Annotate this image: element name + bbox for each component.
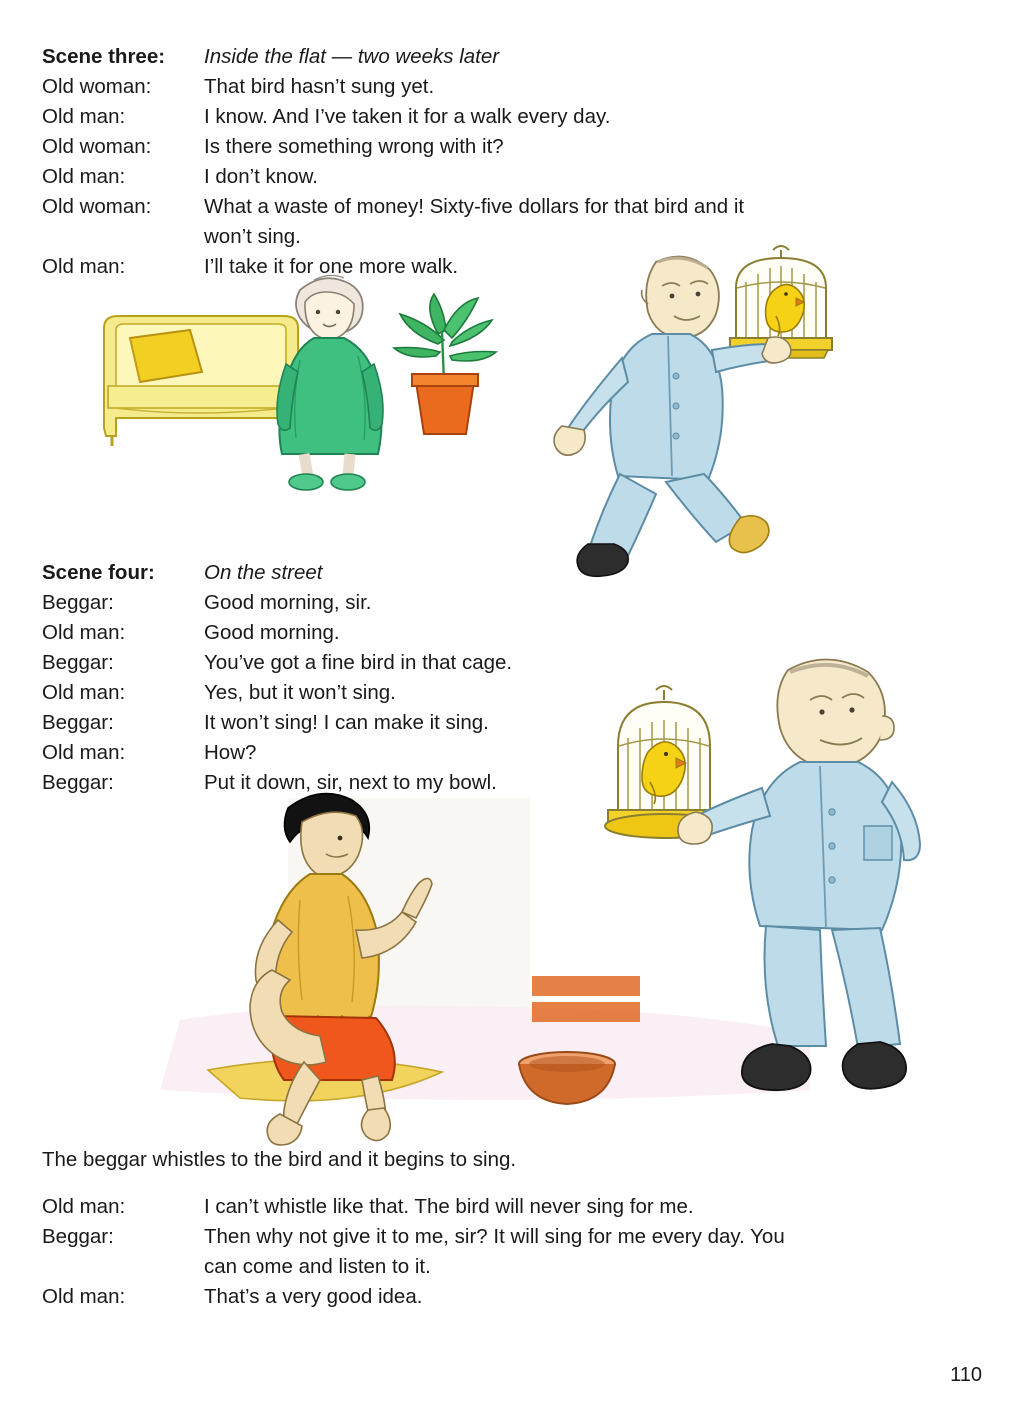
speaker-label: Beggar:	[42, 591, 114, 614]
dialogue-text: Yes, but it won’t sing.	[204, 681, 396, 704]
illustration-old-woman-sofa-plant	[86, 268, 536, 508]
dialogue-text: That’s a very good idea.	[204, 1285, 423, 1308]
dialogue-text: Is there something wrong with it?	[204, 135, 504, 158]
dialogue-text: Put it down, sir, next to my bowl.	[204, 771, 497, 794]
dialogue-line	[42, 132, 982, 162]
speaker-label: Old man:	[42, 105, 126, 128]
speaker-label: Beggar:	[42, 771, 114, 794]
dialogue-text: What a waste of money! Sixty-five dollars for that bird and it	[204, 195, 745, 218]
dialogue-line	[42, 558, 982, 588]
dialogue-text: Inside the flat — two weeks later	[204, 45, 500, 68]
illustration-beggar-sitting-pointing	[180, 780, 520, 1150]
dialogue-text: On the street	[204, 561, 323, 584]
speaker-label: Old man:	[42, 1285, 126, 1308]
speaker-label: Scene three:	[42, 45, 166, 68]
dialogue-line	[42, 42, 982, 72]
dialogue-text: I’ll take it for one more walk.	[204, 255, 459, 278]
dialogue-text: Good morning, sir.	[204, 591, 372, 614]
closing-dialogue	[42, 1192, 982, 1312]
speaker-label: Old man:	[42, 621, 126, 644]
illustration-old-man-lowering-birdcage	[600, 630, 970, 1120]
dialogue-line	[42, 588, 982, 618]
speaker-label: Old man:	[42, 165, 126, 188]
dialogue-line	[42, 1222, 982, 1252]
dialogue-text: I can’t whistle like that. The bird will never sing for me.	[204, 1195, 694, 1218]
speaker-label: Old man:	[42, 681, 126, 704]
dialogue-text: Then why not give it to me, sir? It will sing for me every day. You	[204, 1225, 785, 1248]
speaker-label: Beggar:	[42, 1225, 114, 1248]
dialogue-line	[42, 72, 982, 102]
speaker-label: Old woman:	[42, 135, 152, 158]
dialogue-text: I know. And I’ve taken it for a walk every day.	[204, 105, 611, 128]
illustration-old-man-carrying-birdcage	[540, 230, 870, 590]
dialogue-line	[42, 1282, 982, 1312]
speaker-label: Old man:	[42, 1195, 126, 1218]
page-number: 110	[950, 1364, 982, 1386]
dialogue-text: You’ve got a fine bird in that cage.	[204, 651, 513, 674]
dialogue-text-continued: can come and listen to it.	[204, 1255, 431, 1278]
dialogue-line	[42, 192, 982, 222]
dialogue-text: It won’t sing! I can make it sing.	[204, 711, 489, 734]
stage-direction: The beggar whistles to the bird and it begins to sing.	[42, 1148, 517, 1171]
speaker-label: Old man:	[42, 255, 126, 278]
dialogue-line	[42, 1192, 982, 1222]
speaker-label: Beggar:	[42, 651, 114, 674]
speaker-label: Old man:	[42, 741, 126, 764]
dialogue-text: I don’t know.	[204, 165, 318, 188]
speaker-label: Beggar:	[42, 711, 114, 734]
dialogue-text: That bird hasn’t sung yet.	[204, 75, 435, 98]
speaker-label: Scene four:	[42, 561, 155, 584]
dialogue-line	[42, 102, 982, 132]
speaker-label: Old woman:	[42, 195, 152, 218]
speaker-label: Old woman:	[42, 75, 152, 98]
dialogue-text: Good morning.	[204, 621, 340, 644]
dialogue-line	[42, 162, 982, 192]
dialogue-text: How?	[204, 741, 257, 764]
dialogue-text-continued: won’t sing.	[204, 225, 301, 248]
